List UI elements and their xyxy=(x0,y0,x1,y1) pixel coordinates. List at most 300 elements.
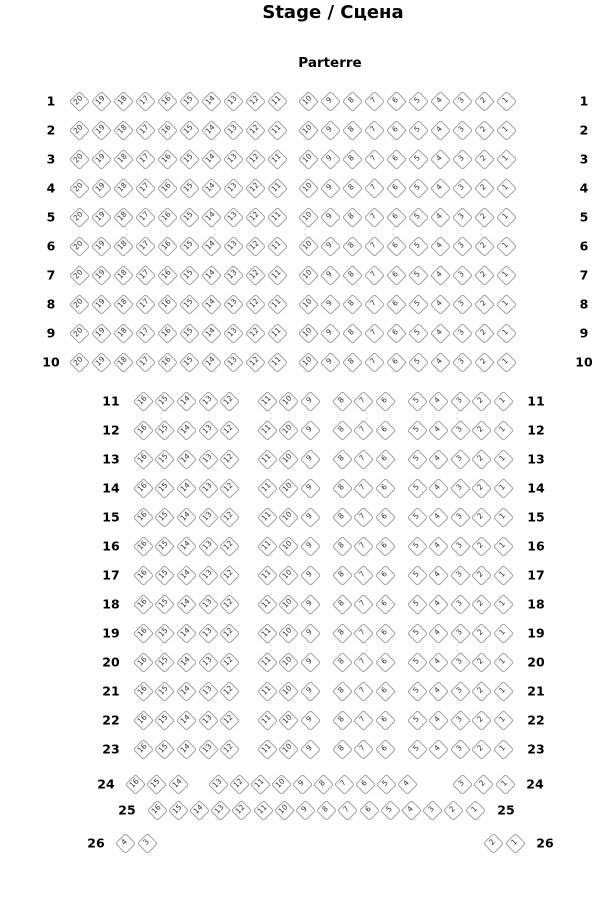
seat-row4-14[interactable]: 14 xyxy=(201,177,222,198)
seat-row3-11[interactable]: 11 xyxy=(267,148,288,169)
seat-row4-6[interactable]: 6 xyxy=(385,177,406,198)
seat-row23-7[interactable]: 7 xyxy=(353,738,374,759)
seat-row25-10[interactable]: 10 xyxy=(274,799,295,820)
seat-row16-12[interactable]: 12 xyxy=(219,535,240,556)
seat-row26-4[interactable]: 4 xyxy=(114,832,135,853)
seat-row24-7[interactable]: 7 xyxy=(334,773,355,794)
seat-row10-6[interactable]: 6 xyxy=(385,351,406,372)
seat-row1-3[interactable]: 3 xyxy=(451,90,472,111)
seat-row6-16[interactable]: 16 xyxy=(157,235,178,256)
seat-row7-17[interactable]: 17 xyxy=(135,264,156,285)
seat-row8-11[interactable]: 11 xyxy=(267,293,288,314)
seat-row8-4[interactable]: 4 xyxy=(429,293,450,314)
seat-row17-12[interactable]: 12 xyxy=(219,564,240,585)
seat-row4-8[interactable]: 8 xyxy=(341,177,362,198)
seat-row4-1[interactable]: 1 xyxy=(495,177,516,198)
seat-row25-12[interactable]: 12 xyxy=(231,799,252,820)
seat-row15-16[interactable]: 16 xyxy=(132,506,153,527)
seat-row14-7[interactable]: 7 xyxy=(353,477,374,498)
seat-row11-14[interactable]: 14 xyxy=(176,390,197,411)
seat-row22-10[interactable]: 10 xyxy=(278,709,299,730)
seat-row18-2[interactable]: 2 xyxy=(471,593,492,614)
seat-row7-7[interactable]: 7 xyxy=(363,264,384,285)
seat-row9-4[interactable]: 4 xyxy=(429,322,450,343)
seat-row13-16[interactable]: 16 xyxy=(132,448,153,469)
seat-row3-15[interactable]: 15 xyxy=(179,148,200,169)
seat-row10-16[interactable]: 16 xyxy=(157,351,178,372)
seat-row26-3[interactable]: 3 xyxy=(136,832,157,853)
seat-row9-10[interactable]: 10 xyxy=(297,322,318,343)
seat-row21-5[interactable]: 5 xyxy=(406,680,427,701)
seat-row15-12[interactable]: 12 xyxy=(219,506,240,527)
seat-row5-8[interactable]: 8 xyxy=(341,206,362,227)
seat-row11-15[interactable]: 15 xyxy=(154,390,175,411)
seat-row1-1[interactable]: 1 xyxy=(495,90,516,111)
seat-row7-4[interactable]: 4 xyxy=(429,264,450,285)
seat-row18-5[interactable]: 5 xyxy=(406,593,427,614)
seat-row6-13[interactable]: 13 xyxy=(223,235,244,256)
seat-row21-15[interactable]: 15 xyxy=(154,680,175,701)
seat-row9-18[interactable]: 18 xyxy=(113,322,134,343)
seat-row15-9[interactable]: 9 xyxy=(299,506,320,527)
seat-row6-8[interactable]: 8 xyxy=(341,235,362,256)
seat-row14-1[interactable]: 1 xyxy=(492,477,513,498)
seat-row25-2[interactable]: 2 xyxy=(443,799,464,820)
seat-row14-4[interactable]: 4 xyxy=(428,477,449,498)
seat-row4-13[interactable]: 13 xyxy=(223,177,244,198)
seat-row5-7[interactable]: 7 xyxy=(363,206,384,227)
seat-row2-8[interactable]: 8 xyxy=(341,119,362,140)
seat-row4-2[interactable]: 2 xyxy=(473,177,494,198)
seat-row5-1[interactable]: 1 xyxy=(495,206,516,227)
seat-row18-6[interactable]: 6 xyxy=(374,593,395,614)
seat-row12-5[interactable]: 5 xyxy=(406,419,427,440)
seat-row11-5[interactable]: 5 xyxy=(406,390,427,411)
seat-row22-7[interactable]: 7 xyxy=(353,709,374,730)
seat-row9-3[interactable]: 3 xyxy=(451,322,472,343)
seat-row19-14[interactable]: 14 xyxy=(176,622,197,643)
seat-row1-15[interactable]: 15 xyxy=(179,90,200,111)
seat-row6-20[interactable]: 20 xyxy=(68,235,89,256)
seat-row7-3[interactable]: 3 xyxy=(451,264,472,285)
seat-row9-2[interactable]: 2 xyxy=(473,322,494,343)
seat-row12-7[interactable]: 7 xyxy=(353,419,374,440)
seat-row24-4[interactable]: 4 xyxy=(397,773,418,794)
seat-row3-8[interactable]: 8 xyxy=(341,148,362,169)
seat-row26-1[interactable]: 1 xyxy=(504,832,525,853)
seat-row1-20[interactable]: 20 xyxy=(68,90,89,111)
seat-row14-3[interactable]: 3 xyxy=(449,477,470,498)
seat-row14-13[interactable]: 13 xyxy=(197,477,218,498)
seat-row8-16[interactable]: 16 xyxy=(157,293,178,314)
seat-row1-13[interactable]: 13 xyxy=(223,90,244,111)
seat-row4-15[interactable]: 15 xyxy=(179,177,200,198)
seat-row19-2[interactable]: 2 xyxy=(471,622,492,643)
seat-row20-12[interactable]: 12 xyxy=(219,651,240,672)
seat-row11-13[interactable]: 13 xyxy=(197,390,218,411)
seat-row9-15[interactable]: 15 xyxy=(179,322,200,343)
seat-row10-17[interactable]: 17 xyxy=(135,351,156,372)
seat-row8-12[interactable]: 12 xyxy=(245,293,266,314)
seat-row10-20[interactable]: 20 xyxy=(68,351,89,372)
seat-row12-6[interactable]: 6 xyxy=(374,419,395,440)
seat-row7-2[interactable]: 2 xyxy=(473,264,494,285)
seat-row3-13[interactable]: 13 xyxy=(223,148,244,169)
seat-row16-9[interactable]: 9 xyxy=(299,535,320,556)
seat-row22-5[interactable]: 5 xyxy=(406,709,427,730)
seat-row6-19[interactable]: 19 xyxy=(90,235,111,256)
seat-row13-7[interactable]: 7 xyxy=(353,448,374,469)
seat-row24-3[interactable]: 3 xyxy=(451,773,472,794)
seat-row21-1[interactable]: 1 xyxy=(492,680,513,701)
seat-row2-13[interactable]: 13 xyxy=(223,119,244,140)
seat-row25-14[interactable]: 14 xyxy=(189,799,210,820)
seat-row7-20[interactable]: 20 xyxy=(68,264,89,285)
seat-row4-16[interactable]: 16 xyxy=(157,177,178,198)
seat-row10-14[interactable]: 14 xyxy=(201,351,222,372)
seat-row25-11[interactable]: 11 xyxy=(252,799,273,820)
seat-row1-14[interactable]: 14 xyxy=(201,90,222,111)
seat-row6-4[interactable]: 4 xyxy=(429,235,450,256)
seat-row6-15[interactable]: 15 xyxy=(179,235,200,256)
seat-row19-7[interactable]: 7 xyxy=(353,622,374,643)
seat-row22-13[interactable]: 13 xyxy=(197,709,218,730)
seat-row24-13[interactable]: 13 xyxy=(207,773,228,794)
seat-row21-16[interactable]: 16 xyxy=(132,680,153,701)
seat-row2-18[interactable]: 18 xyxy=(113,119,134,140)
seat-row25-1[interactable]: 1 xyxy=(464,799,485,820)
seat-row25-13[interactable]: 13 xyxy=(210,799,231,820)
seat-row17-13[interactable]: 13 xyxy=(197,564,218,585)
seat-row3-4[interactable]: 4 xyxy=(429,148,450,169)
seat-row17-4[interactable]: 4 xyxy=(428,564,449,585)
seat-row5-12[interactable]: 12 xyxy=(245,206,266,227)
seat-row8-14[interactable]: 14 xyxy=(201,293,222,314)
seat-row15-10[interactable]: 10 xyxy=(278,506,299,527)
seat-row22-1[interactable]: 1 xyxy=(492,709,513,730)
seat-row11-3[interactable]: 3 xyxy=(449,390,470,411)
seat-row24-2[interactable]: 2 xyxy=(473,773,494,794)
seat-row22-15[interactable]: 15 xyxy=(154,709,175,730)
seat-row16-3[interactable]: 3 xyxy=(449,535,470,556)
seat-row10-9[interactable]: 9 xyxy=(319,351,340,372)
seat-row10-3[interactable]: 3 xyxy=(451,351,472,372)
seat-row23-5[interactable]: 5 xyxy=(406,738,427,759)
seat-row6-11[interactable]: 11 xyxy=(267,235,288,256)
seat-row2-9[interactable]: 9 xyxy=(319,119,340,140)
seat-row18-13[interactable]: 13 xyxy=(197,593,218,614)
seat-row24-6[interactable]: 6 xyxy=(355,773,376,794)
seat-row15-5[interactable]: 5 xyxy=(406,506,427,527)
seat-row8-1[interactable]: 1 xyxy=(495,293,516,314)
seat-row9-17[interactable]: 17 xyxy=(135,322,156,343)
seat-row9-7[interactable]: 7 xyxy=(363,322,384,343)
seat-row19-8[interactable]: 8 xyxy=(331,622,352,643)
seat-row5-16[interactable]: 16 xyxy=(157,206,178,227)
seat-row17-3[interactable]: 3 xyxy=(449,564,470,585)
seat-row1-9[interactable]: 9 xyxy=(319,90,340,111)
seat-row2-6[interactable]: 6 xyxy=(385,119,406,140)
seat-row10-10[interactable]: 10 xyxy=(297,351,318,372)
seat-row1-11[interactable]: 11 xyxy=(267,90,288,111)
seat-row19-9[interactable]: 9 xyxy=(299,622,320,643)
seat-row9-6[interactable]: 6 xyxy=(385,322,406,343)
seat-row4-18[interactable]: 18 xyxy=(113,177,134,198)
seat-row15-2[interactable]: 2 xyxy=(471,506,492,527)
seat-row22-11[interactable]: 11 xyxy=(256,709,277,730)
seat-row25-8[interactable]: 8 xyxy=(316,799,337,820)
seat-row6-1[interactable]: 1 xyxy=(495,235,516,256)
seat-row3-20[interactable]: 20 xyxy=(68,148,89,169)
seat-row11-1[interactable]: 1 xyxy=(492,390,513,411)
seat-row24-10[interactable]: 10 xyxy=(271,773,292,794)
seat-row11-11[interactable]: 11 xyxy=(256,390,277,411)
seat-row12-1[interactable]: 1 xyxy=(492,419,513,440)
seat-row6-5[interactable]: 5 xyxy=(407,235,428,256)
seat-row14-9[interactable]: 9 xyxy=(299,477,320,498)
seat-row5-2[interactable]: 2 xyxy=(473,206,494,227)
seat-row12-11[interactable]: 11 xyxy=(256,419,277,440)
seat-row14-8[interactable]: 8 xyxy=(331,477,352,498)
seat-row6-17[interactable]: 17 xyxy=(135,235,156,256)
seat-row8-7[interactable]: 7 xyxy=(363,293,384,314)
seat-row25-7[interactable]: 7 xyxy=(337,799,358,820)
seat-row24-5[interactable]: 5 xyxy=(376,773,397,794)
seat-row3-10[interactable]: 10 xyxy=(297,148,318,169)
seat-row23-13[interactable]: 13 xyxy=(197,738,218,759)
seat-row23-8[interactable]: 8 xyxy=(331,738,352,759)
seat-row9-16[interactable]: 16 xyxy=(157,322,178,343)
seat-row12-2[interactable]: 2 xyxy=(471,419,492,440)
seat-row7-6[interactable]: 6 xyxy=(385,264,406,285)
seat-row24-1[interactable]: 1 xyxy=(494,773,515,794)
seat-row17-6[interactable]: 6 xyxy=(374,564,395,585)
seat-row25-6[interactable]: 6 xyxy=(358,799,379,820)
seat-row17-9[interactable]: 9 xyxy=(299,564,320,585)
seat-row9-11[interactable]: 11 xyxy=(267,322,288,343)
seat-row22-8[interactable]: 8 xyxy=(331,709,352,730)
seat-row19-10[interactable]: 10 xyxy=(278,622,299,643)
seat-row19-12[interactable]: 12 xyxy=(219,622,240,643)
seat-row10-13[interactable]: 13 xyxy=(223,351,244,372)
seat-row4-20[interactable]: 20 xyxy=(68,177,89,198)
seat-row15-6[interactable]: 6 xyxy=(374,506,395,527)
seat-row21-9[interactable]: 9 xyxy=(299,680,320,701)
seat-row13-14[interactable]: 14 xyxy=(176,448,197,469)
seat-row12-15[interactable]: 15 xyxy=(154,419,175,440)
seat-row20-5[interactable]: 5 xyxy=(406,651,427,672)
seat-row21-8[interactable]: 8 xyxy=(331,680,352,701)
seat-row23-12[interactable]: 12 xyxy=(219,738,240,759)
seat-row2-10[interactable]: 10 xyxy=(297,119,318,140)
seat-row2-17[interactable]: 17 xyxy=(135,119,156,140)
seat-row19-5[interactable]: 5 xyxy=(406,622,427,643)
seat-row2-2[interactable]: 2 xyxy=(473,119,494,140)
seat-row21-13[interactable]: 13 xyxy=(197,680,218,701)
seat-row25-4[interactable]: 4 xyxy=(401,799,422,820)
seat-row7-15[interactable]: 15 xyxy=(179,264,200,285)
seat-row13-3[interactable]: 3 xyxy=(449,448,470,469)
seat-row16-7[interactable]: 7 xyxy=(353,535,374,556)
seat-row7-9[interactable]: 9 xyxy=(319,264,340,285)
seat-row1-4[interactable]: 4 xyxy=(429,90,450,111)
seat-row19-4[interactable]: 4 xyxy=(428,622,449,643)
seat-row16-2[interactable]: 2 xyxy=(471,535,492,556)
seat-row26-2[interactable]: 2 xyxy=(482,832,503,853)
seat-row2-12[interactable]: 12 xyxy=(245,119,266,140)
seat-row5-18[interactable]: 18 xyxy=(113,206,134,227)
seat-row24-12[interactable]: 12 xyxy=(228,773,249,794)
seat-row10-8[interactable]: 8 xyxy=(341,351,362,372)
seat-row2-4[interactable]: 4 xyxy=(429,119,450,140)
seat-row11-12[interactable]: 12 xyxy=(219,390,240,411)
seat-row1-17[interactable]: 17 xyxy=(135,90,156,111)
seat-row3-19[interactable]: 19 xyxy=(90,148,111,169)
seat-row3-18[interactable]: 18 xyxy=(113,148,134,169)
seat-row11-6[interactable]: 6 xyxy=(374,390,395,411)
seat-row1-8[interactable]: 8 xyxy=(341,90,362,111)
seat-row10-5[interactable]: 5 xyxy=(407,351,428,372)
seat-row11-16[interactable]: 16 xyxy=(132,390,153,411)
seat-row18-4[interactable]: 4 xyxy=(428,593,449,614)
seat-row17-16[interactable]: 16 xyxy=(132,564,153,585)
seat-row16-10[interactable]: 10 xyxy=(278,535,299,556)
seat-row1-18[interactable]: 18 xyxy=(113,90,134,111)
seat-row2-7[interactable]: 7 xyxy=(363,119,384,140)
seat-row2-14[interactable]: 14 xyxy=(201,119,222,140)
seat-row22-2[interactable]: 2 xyxy=(471,709,492,730)
seat-row13-9[interactable]: 9 xyxy=(299,448,320,469)
seat-row1-16[interactable]: 16 xyxy=(157,90,178,111)
seat-row10-15[interactable]: 15 xyxy=(179,351,200,372)
seat-row5-10[interactable]: 10 xyxy=(297,206,318,227)
seat-row8-15[interactable]: 15 xyxy=(179,293,200,314)
seat-row9-9[interactable]: 9 xyxy=(319,322,340,343)
seat-row8-13[interactable]: 13 xyxy=(223,293,244,314)
seat-row22-16[interactable]: 16 xyxy=(132,709,153,730)
seat-row7-11[interactable]: 11 xyxy=(267,264,288,285)
seat-row6-10[interactable]: 10 xyxy=(297,235,318,256)
seat-row20-1[interactable]: 1 xyxy=(492,651,513,672)
seat-row1-10[interactable]: 10 xyxy=(297,90,318,111)
seat-row25-5[interactable]: 5 xyxy=(380,799,401,820)
seat-row3-9[interactable]: 9 xyxy=(319,148,340,169)
seat-row10-11[interactable]: 11 xyxy=(267,351,288,372)
seat-row24-16[interactable]: 16 xyxy=(124,773,145,794)
seat-row23-10[interactable]: 10 xyxy=(278,738,299,759)
seat-row18-10[interactable]: 10 xyxy=(278,593,299,614)
seat-row20-13[interactable]: 13 xyxy=(197,651,218,672)
seat-row3-16[interactable]: 16 xyxy=(157,148,178,169)
seat-row3-3[interactable]: 3 xyxy=(451,148,472,169)
seat-row13-8[interactable]: 8 xyxy=(331,448,352,469)
seat-row6-9[interactable]: 9 xyxy=(319,235,340,256)
seat-row1-6[interactable]: 6 xyxy=(385,90,406,111)
seat-row2-15[interactable]: 15 xyxy=(179,119,200,140)
seat-row15-11[interactable]: 11 xyxy=(256,506,277,527)
seat-row12-3[interactable]: 3 xyxy=(449,419,470,440)
seat-row2-16[interactable]: 16 xyxy=(157,119,178,140)
seat-row11-10[interactable]: 10 xyxy=(278,390,299,411)
seat-row6-6[interactable]: 6 xyxy=(385,235,406,256)
seat-row9-20[interactable]: 20 xyxy=(68,322,89,343)
seat-row17-15[interactable]: 15 xyxy=(154,564,175,585)
seat-row9-5[interactable]: 5 xyxy=(407,322,428,343)
seat-row18-3[interactable]: 3 xyxy=(449,593,470,614)
seat-row5-13[interactable]: 13 xyxy=(223,206,244,227)
seat-row13-13[interactable]: 13 xyxy=(197,448,218,469)
seat-row20-6[interactable]: 6 xyxy=(374,651,395,672)
seat-row16-14[interactable]: 14 xyxy=(176,535,197,556)
seat-row23-11[interactable]: 11 xyxy=(256,738,277,759)
seat-row19-6[interactable]: 6 xyxy=(374,622,395,643)
seat-row19-1[interactable]: 1 xyxy=(492,622,513,643)
seat-row3-7[interactable]: 7 xyxy=(363,148,384,169)
seat-row23-6[interactable]: 6 xyxy=(374,738,395,759)
seat-row20-3[interactable]: 3 xyxy=(449,651,470,672)
seat-row9-13[interactable]: 13 xyxy=(223,322,244,343)
seat-row3-5[interactable]: 5 xyxy=(407,148,428,169)
seat-row15-13[interactable]: 13 xyxy=(197,506,218,527)
seat-row15-7[interactable]: 7 xyxy=(353,506,374,527)
seat-row1-7[interactable]: 7 xyxy=(363,90,384,111)
seat-row13-2[interactable]: 2 xyxy=(471,448,492,469)
seat-row5-6[interactable]: 6 xyxy=(385,206,406,227)
seat-row19-3[interactable]: 3 xyxy=(449,622,470,643)
seat-row1-19[interactable]: 19 xyxy=(90,90,111,111)
seat-row8-3[interactable]: 3 xyxy=(451,293,472,314)
seat-row15-1[interactable]: 1 xyxy=(492,506,513,527)
seat-row10-4[interactable]: 4 xyxy=(429,351,450,372)
seat-row4-12[interactable]: 12 xyxy=(245,177,266,198)
seat-row6-2[interactable]: 2 xyxy=(473,235,494,256)
seat-row23-16[interactable]: 16 xyxy=(132,738,153,759)
seat-row13-5[interactable]: 5 xyxy=(406,448,427,469)
seat-row5-3[interactable]: 3 xyxy=(451,206,472,227)
seat-row20-10[interactable]: 10 xyxy=(278,651,299,672)
seat-row3-6[interactable]: 6 xyxy=(385,148,406,169)
seat-row12-8[interactable]: 8 xyxy=(331,419,352,440)
seat-row13-12[interactable]: 12 xyxy=(219,448,240,469)
seat-row9-14[interactable]: 14 xyxy=(201,322,222,343)
seat-row17-11[interactable]: 11 xyxy=(256,564,277,585)
seat-row11-9[interactable]: 9 xyxy=(299,390,320,411)
seat-row10-7[interactable]: 7 xyxy=(363,351,384,372)
seat-row15-8[interactable]: 8 xyxy=(331,506,352,527)
seat-row23-14[interactable]: 14 xyxy=(176,738,197,759)
seat-row13-4[interactable]: 4 xyxy=(428,448,449,469)
seat-row16-5[interactable]: 5 xyxy=(406,535,427,556)
seat-row15-15[interactable]: 15 xyxy=(154,506,175,527)
seat-row4-11[interactable]: 11 xyxy=(267,177,288,198)
seat-row2-1[interactable]: 1 xyxy=(495,119,516,140)
seat-row21-3[interactable]: 3 xyxy=(449,680,470,701)
seat-row22-12[interactable]: 12 xyxy=(219,709,240,730)
seat-row17-14[interactable]: 14 xyxy=(176,564,197,585)
seat-row18-14[interactable]: 14 xyxy=(176,593,197,614)
seat-row20-7[interactable]: 7 xyxy=(353,651,374,672)
seat-row5-9[interactable]: 9 xyxy=(319,206,340,227)
seat-row13-6[interactable]: 6 xyxy=(374,448,395,469)
seat-row3-12[interactable]: 12 xyxy=(245,148,266,169)
seat-row22-4[interactable]: 4 xyxy=(428,709,449,730)
seat-row8-9[interactable]: 9 xyxy=(319,293,340,314)
seat-row4-17[interactable]: 17 xyxy=(135,177,156,198)
seat-row20-11[interactable]: 11 xyxy=(256,651,277,672)
seat-row12-16[interactable]: 16 xyxy=(132,419,153,440)
seat-row21-10[interactable]: 10 xyxy=(278,680,299,701)
seat-row16-15[interactable]: 15 xyxy=(154,535,175,556)
